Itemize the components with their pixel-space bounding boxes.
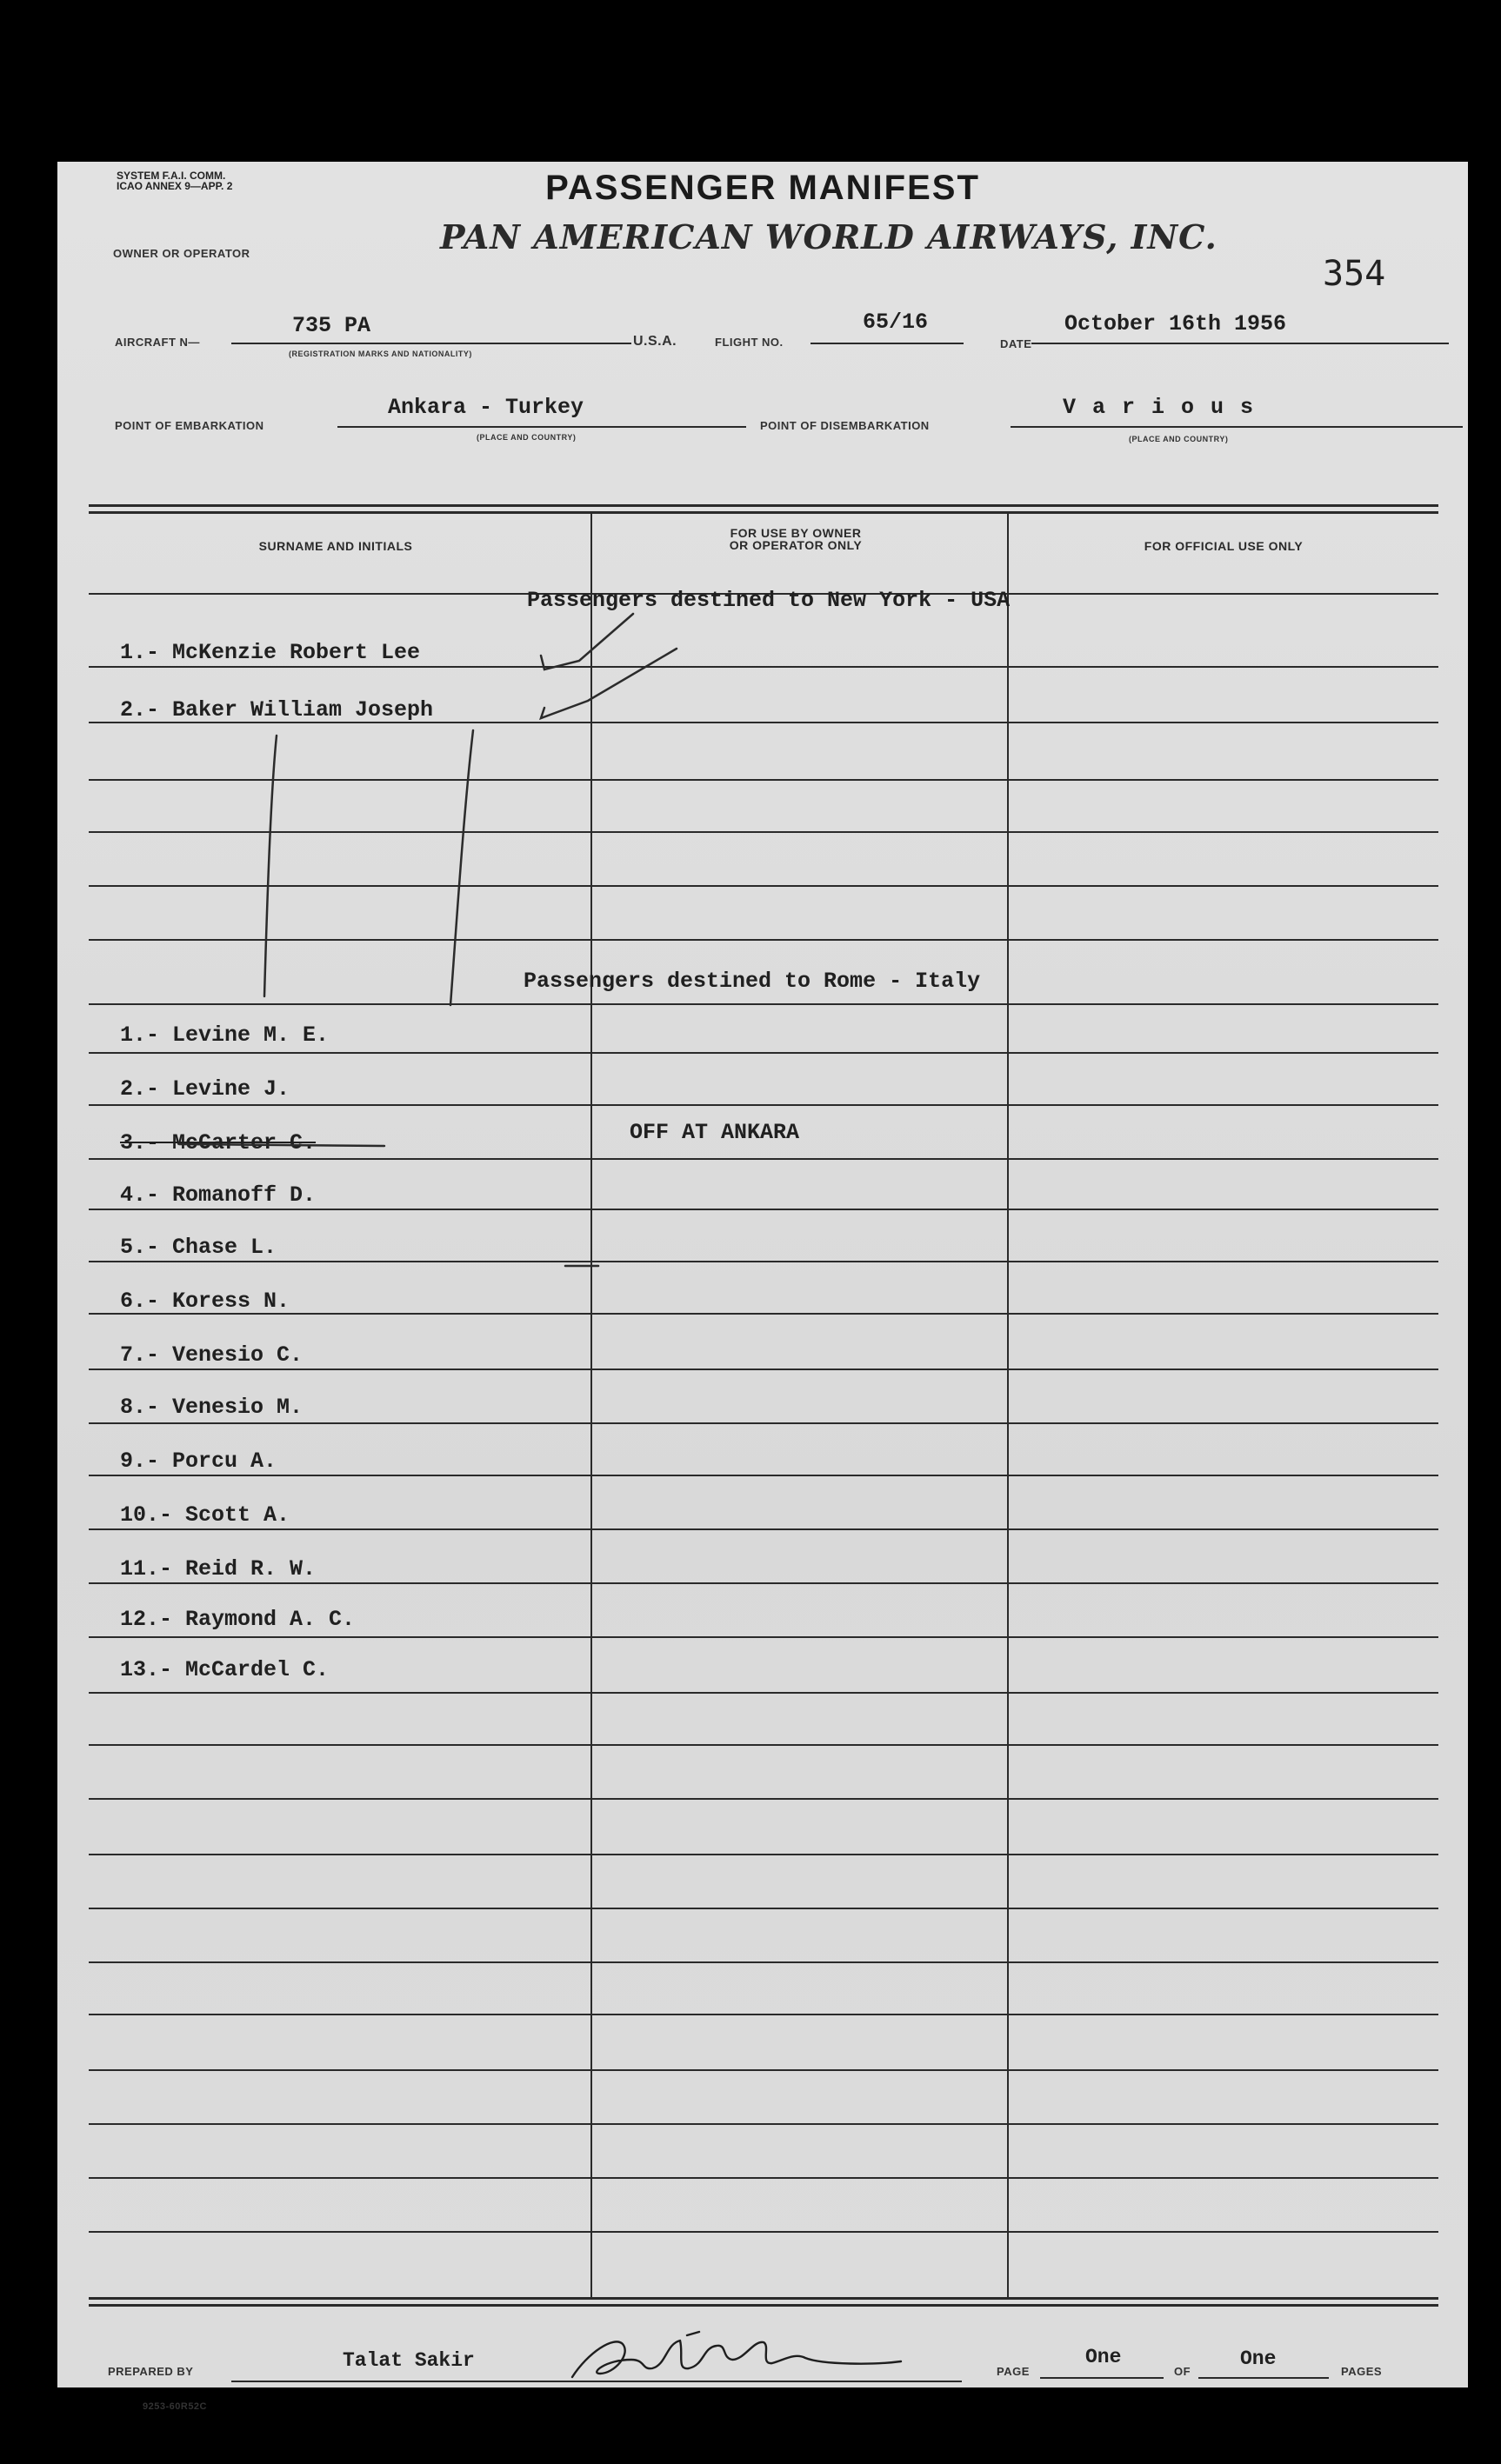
prepared-label: PREPARED BY [108, 2365, 194, 2378]
passenger-entry: 3.- McCarter C. [120, 1130, 317, 1155]
passenger-entry: 4.- Romanoff D. [120, 1182, 317, 1208]
aircraft-value: 735 PA [292, 313, 371, 338]
approval-line: SYSTEM F.A.I. COMM. [117, 170, 226, 182]
embarkation-note: (PLACE AND COUNTRY) [477, 433, 577, 442]
passenger-entry: 6.- Koress N. [120, 1289, 290, 1314]
passenger-entry: 1.- Levine M. E. [120, 1022, 330, 1048]
of-value: One [1240, 2347, 1277, 2370]
passenger-entry: 12.- Raymond A. C. [120, 1607, 356, 1632]
disembarkation-note: (PLACE AND COUNTRY) [1129, 435, 1229, 443]
passenger-entry: 2.- Baker William Joseph [120, 697, 434, 723]
of-label: OF [1174, 2365, 1191, 2378]
passenger-entry: 2.- Levine J. [120, 1076, 290, 1102]
owner-value: PAN AMERICAN WORLD AIRWAYS, INC. [440, 217, 1217, 256]
passenger-entry: 9.- Porcu A. [120, 1448, 277, 1474]
passenger-entry: 7.- Venesio C. [120, 1342, 304, 1368]
page-number: 354 [1323, 254, 1386, 294]
embarkation-label: POINT OF EMBARKATION [115, 419, 264, 432]
usa-label: U.S.A. [633, 334, 677, 349]
passenger-entry: 10.- Scott A. [120, 1502, 290, 1528]
passenger-entry: 1.- McKenzie Robert Lee [120, 640, 421, 665]
signature-icon [57, 162, 1468, 2387]
pages-label: PAGES [1341, 2365, 1383, 2378]
manifest-page [57, 162, 1468, 2412]
approval-line: ICAO ANNEX 9—APP. 2 [117, 180, 233, 192]
date-value: October 16th 1956 [1064, 311, 1287, 336]
flight-value: 65/16 [863, 310, 929, 335]
passenger-entry: 11.- Reid R. W. [120, 1556, 317, 1582]
column-header-operator-line: OR OPERATOR ONLY [729, 538, 863, 552]
disembarkation-value: V a r i o u s [1063, 395, 1256, 420]
form-title: PASSENGER MANIFEST [545, 169, 980, 207]
remark-off-at-ankara: OFF AT ANKARA [630, 1120, 800, 1145]
page-underline [1040, 2377, 1164, 2379]
registration-note: (REGISTRATION MARKS AND NATIONALITY) [289, 350, 472, 358]
page-value: One [1085, 2346, 1122, 2368]
column-header-official: FOR OFFICIAL USE ONLY [1144, 539, 1304, 553]
column-header-operator-line: FOR USE BY OWNER [730, 526, 862, 540]
owner-label: OWNER OR OPERATOR [113, 247, 250, 260]
group-heading-new-york: Passengers destined to New York - USA [527, 588, 1011, 613]
prepared-by-value: Talat Sakir [343, 2349, 475, 2372]
page-label: PAGE [997, 2365, 1030, 2378]
column-header-name: SURNAME AND INITIALS [258, 539, 413, 553]
form-code: 9253-60R52C [143, 2401, 207, 2412]
of-underline [1198, 2377, 1329, 2379]
passenger-entry: 8.- Venesio M. [120, 1395, 304, 1420]
date-label: DATE [1000, 337, 1032, 350]
aircraft-label: AIRCRAFT N— [115, 336, 200, 349]
group-heading-rome: Passengers destined to Rome - Italy [524, 969, 981, 994]
passenger-entry: 5.- Chase L. [120, 1235, 277, 1260]
embarkation-value: Ankara - Turkey [388, 395, 584, 420]
disembarkation-label: POINT OF DISEMBARKATION [760, 419, 930, 432]
passenger-entry: 13.- McCardel C. [120, 1657, 330, 1682]
flight-label: FLIGHT NO. [715, 336, 784, 349]
